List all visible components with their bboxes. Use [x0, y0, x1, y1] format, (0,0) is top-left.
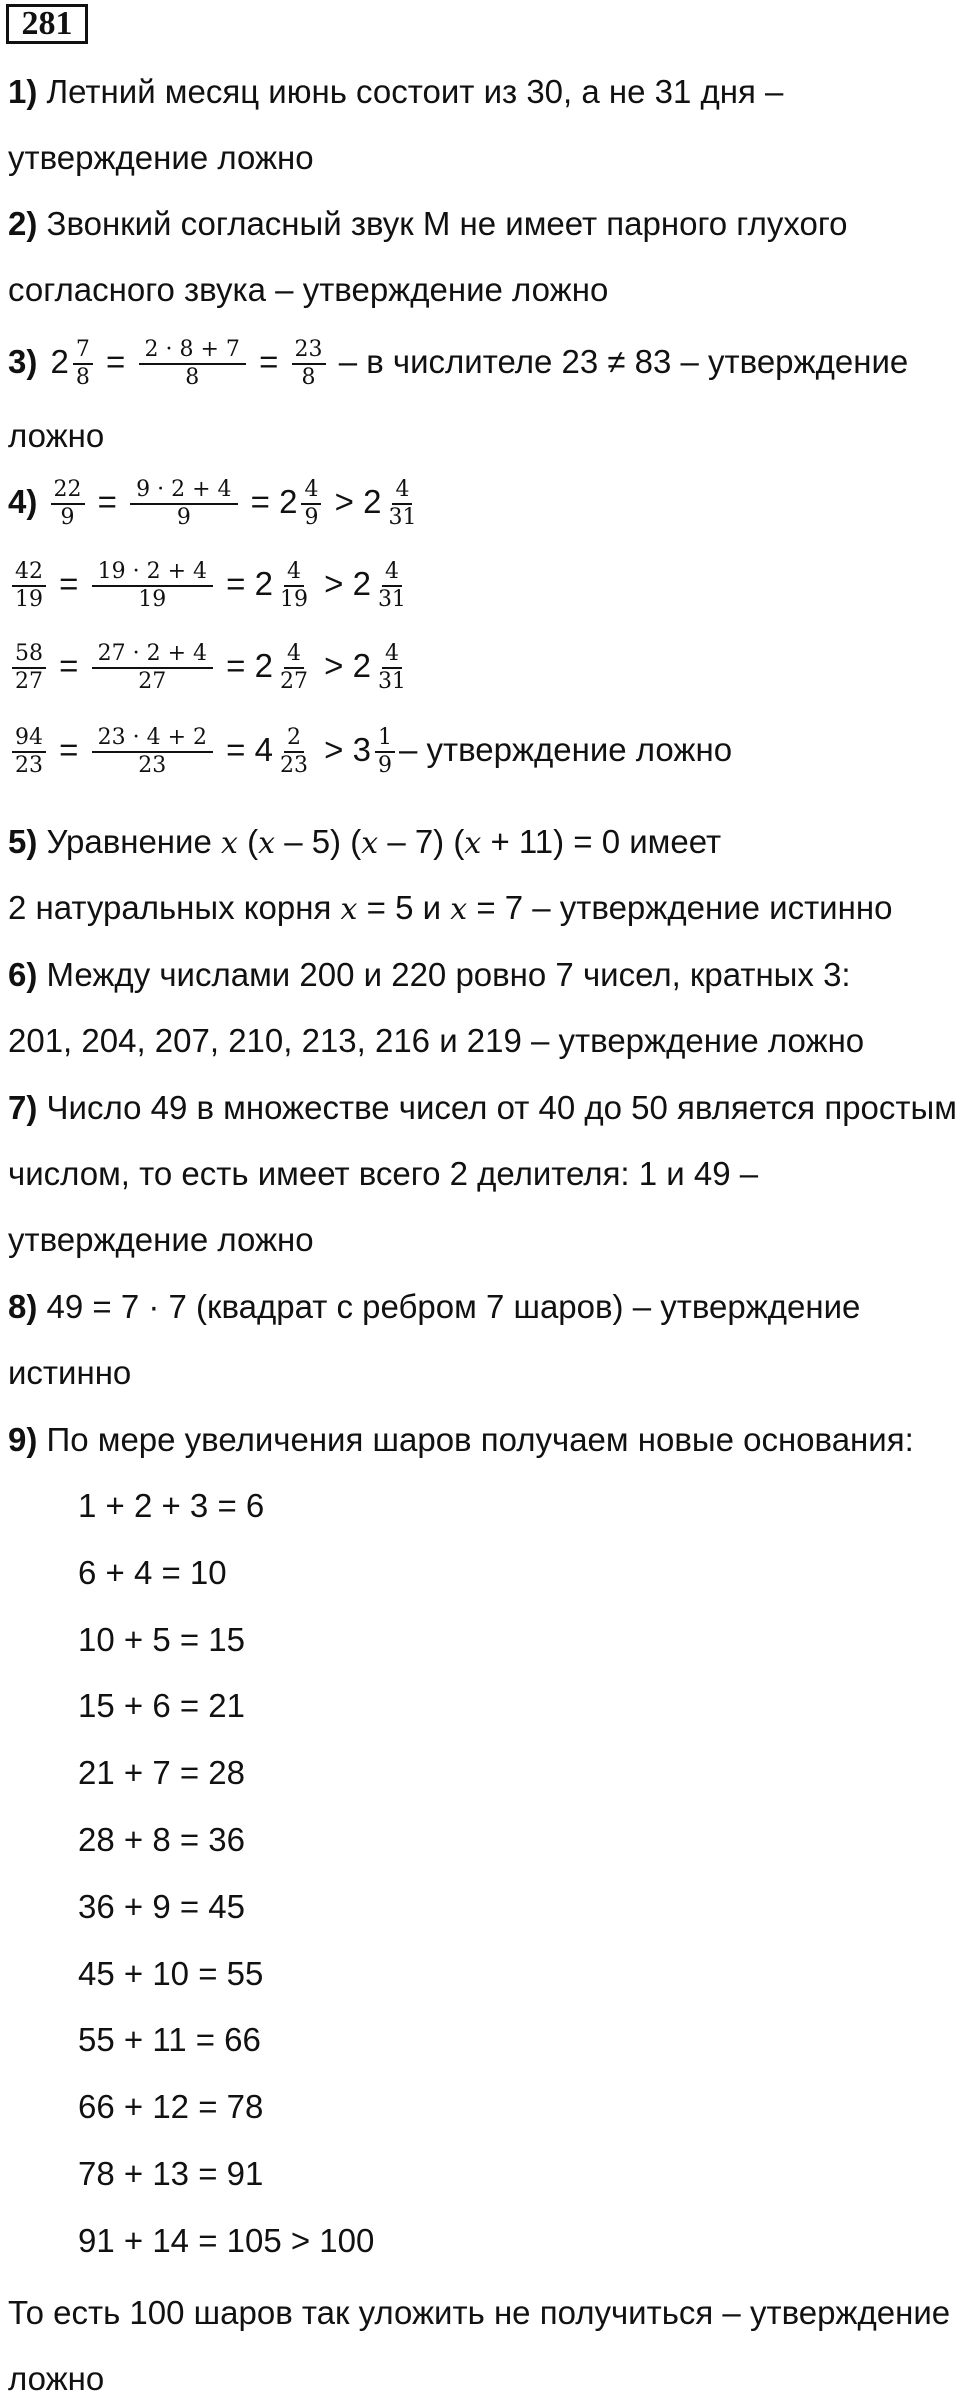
- sum-line: 1 + 2 + 3 = 6: [78, 1487, 265, 1524]
- item-2-line-1: [8, 204, 848, 244]
- item-4-label: 4): [8, 483, 47, 520]
- item-3-tail: – в числителе 23 ≠ 83 – утверждение: [338, 343, 909, 380]
- problem-number-badge: 281: [6, 4, 88, 44]
- item-8-line-1: 8) 49 = 7 · 7 (квадрат с ребром 7 шаров) – утверждение: [8, 1288, 861, 1325]
- item-5-line-1: 5) Уравнение x (x – 5) (x – 7) (x + 11) = 0 имеет: [8, 823, 722, 861]
- sum-line: 78 + 13 = 91: [78, 2155, 264, 2192]
- sum-line: 6 + 4 = 10: [78, 1554, 227, 1591]
- item-2-line-2: согласного звука – утверждение ложно: [8, 271, 609, 308]
- item-3-fraction-1: $\frac{7}{8}$: [73, 337, 93, 391]
- compare-fraction: $\frac{1}{9}$: [375, 725, 395, 779]
- improper-fraction: $\frac{42}{19}$: [12, 559, 46, 613]
- item-3-line-2: ложно: [8, 417, 105, 454]
- result-fraction: $\frac{2}{23}$: [279, 725, 308, 779]
- item-4-row: 4) $\frac{22}{9}$ = $\frac{9 \cdot 2 + 4}{9}$ = 2 $\frac{4}{9}$ > 2 $\frac{4}{31}$: [8, 474, 423, 531]
- item-1-label: 1): [8, 73, 38, 110]
- item-6-line-2: 201, 204, 207, 210, 213, 216 и 219 – утверждение ложно: [8, 1022, 865, 1059]
- item-6-label: 6): [8, 956, 38, 993]
- item-9-line-1: 9) По мере увеличения шаров получаем новые основания:: [8, 1421, 914, 1458]
- sum-line: 91 + 14 = 105 > 100: [78, 2222, 375, 2259]
- sum-line: 55 + 11 = 66: [78, 2021, 261, 2058]
- item-9-conclusion-2: ложно: [8, 2360, 105, 2397]
- item-3-line-1: 3) 2 $\frac{7}{8}$ = $\frac{2 \cdot 8 + 7}{8}$ = $\frac{23}{8}$ – в числителе 23 ≠ 83 – утверждение: [8, 337, 909, 391]
- item-7-label: 7): [8, 1089, 38, 1126]
- result-fraction: $\frac{4}{19}$: [279, 559, 308, 613]
- item-7-line-2: числом, то есть имеет всего 2 делителя: 1 и 49 –: [8, 1155, 759, 1192]
- sum-line: 21 + 7 = 28: [78, 1754, 245, 1791]
- item-2-label: 2): [8, 205, 38, 242]
- item-1-text: Летний месяц июнь состоит из 30, а не 31 дня –: [46, 73, 784, 110]
- item-7-line-3: утверждение ложно: [8, 1221, 314, 1258]
- item-1-line-1: [8, 72, 783, 112]
- item-9-conclusion-1: То есть 100 шаров так уложить не получиться – утверждение: [8, 2294, 951, 2331]
- conversion-fraction: $\frac{19 \cdot 2 + 4}{19}$: [92, 559, 213, 613]
- item-4-row: $\frac{58}{27}$ = $\frac{27 \cdot 2 + 4}{27}$ = 2 $\frac{4}{27}$ > 2 $\frac{4}{31}$: [8, 638, 413, 695]
- item-7-line-1: 7) Число 49 в множестве чисел от 40 до 50 является простым: [8, 1089, 957, 1126]
- item-3-whole: 2: [50, 343, 69, 380]
- conversion-fraction: $\frac{23 \cdot 4 + 2}{23}$: [92, 725, 213, 779]
- sum-line: 28 + 8 = 36: [78, 1821, 245, 1858]
- item-3-label: 3): [8, 343, 38, 380]
- item-6-line-1: 6) Между числами 200 и 220 ровно 7 чисел, кратных 3:: [8, 956, 851, 993]
- conversion-fraction: $\frac{27 \cdot 2 + 4}{27}$: [92, 641, 213, 695]
- item-4-row: $\frac{94}{23}$ = $\frac{23 \cdot 4 + 2}{23}$ = 4 $\frac{2}{23}$ > 3 $\frac{1}{9}$ – утверждение ложно: [8, 722, 732, 779]
- sum-line: 45 + 10 = 55: [78, 1955, 264, 1992]
- compare-fraction: $\frac{4}{31}$: [377, 641, 406, 695]
- item-4-tail: – утверждение ложно: [398, 731, 733, 768]
- item-5-line-2: 2 натуральных корня x = 5 и x = 7 – утверждение истинно: [8, 889, 893, 927]
- item-8-line-2: истинно: [8, 1354, 132, 1391]
- sum-line: 66 + 12 = 78: [78, 2088, 264, 2125]
- result-fraction: $\frac{4}{27}$: [279, 641, 308, 695]
- sum-line: 36 + 9 = 45: [78, 1888, 245, 1925]
- compare-fraction: $\frac{4}{31}$: [388, 477, 417, 531]
- item-3-fraction-2: $\frac{2 \cdot 8 + 7}{8}$: [139, 337, 246, 391]
- improper-fraction: $\frac{94}{23}$: [12, 725, 46, 779]
- item-4-row: $\frac{42}{19}$ = $\frac{19 \cdot 2 + 4}{19}$ = 2 $\frac{4}{19}$ > 2 $\frac{4}{31}$: [8, 556, 413, 613]
- sum-line: 15 + 6 = 21: [78, 1687, 245, 1724]
- improper-fraction: $\frac{22}{9}$: [51, 477, 85, 531]
- item-9-label: 9): [8, 1421, 38, 1458]
- improper-fraction: $\frac{58}{27}$: [12, 641, 46, 695]
- item-5-label: 5): [8, 823, 38, 860]
- result-fraction: $\frac{4}{9}$: [301, 477, 321, 531]
- conversion-fraction: $\frac{9 \cdot 2 + 4}{9}$: [130, 477, 237, 531]
- item-8-label: 8): [8, 1288, 38, 1325]
- sum-line: 10 + 5 = 15: [78, 1621, 245, 1658]
- item-1-line-2: утверждение ложно: [8, 139, 314, 176]
- compare-fraction: $\frac{4}{31}$: [377, 559, 406, 613]
- item-2-text: Звонкий согласный звук М не имеет парного глухого: [46, 205, 848, 242]
- item-3-fraction-3: $\frac{23}{8}$: [292, 337, 326, 391]
